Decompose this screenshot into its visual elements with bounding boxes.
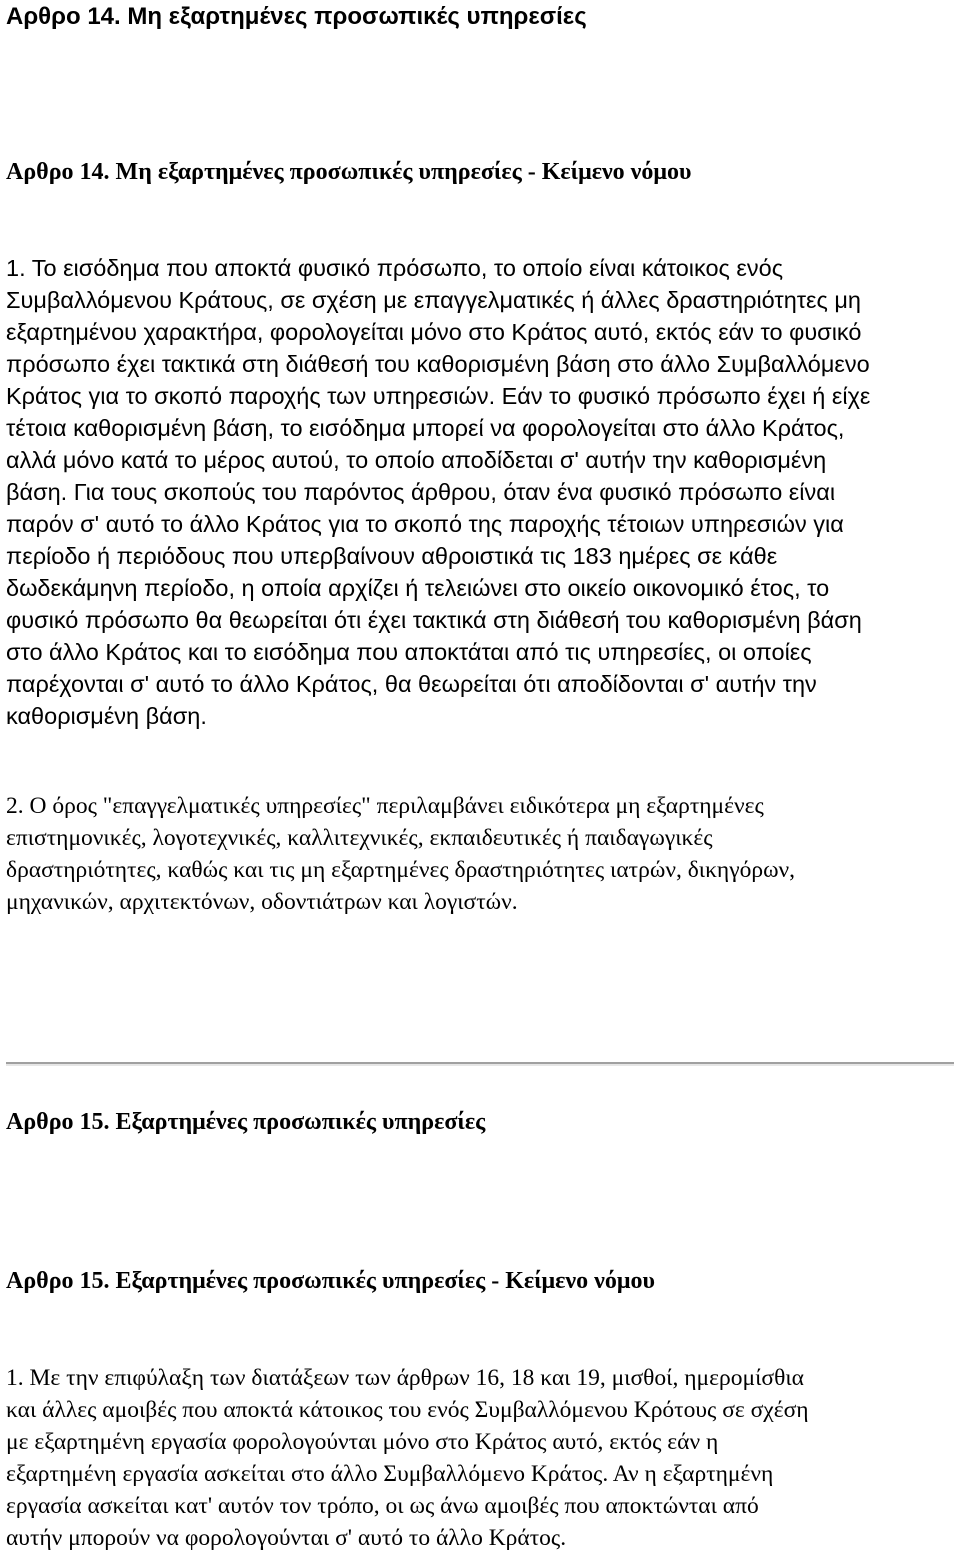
article-15-heading: Αρθρο 15. Εξαρτημένες προσωπικές υπηρεσίες - Κείμενο νόμου [6, 1268, 655, 1294]
text-line: Συμβαλλόμενου Κράτους, σε σχέση με επαγγελματικές ή άλλες δραστηριότητες μη [6, 287, 861, 313]
text-line: αυτήν μπορούν να φορολογούνται σ' αυτό το άλλο Κράτος. [6, 1525, 567, 1551]
article-14-paragraph-2 [6, 790, 954, 918]
text-line: δραστηριότητες, καθώς και τις μη εξαρτημένες δραστηριότητες ιατρών, δικηγόρων, [6, 857, 796, 883]
text-line: τέτοια καθορισμένη βάση, το εισόδημα μπορεί να φορολογείται στο άλλο Κράτος, [6, 415, 845, 441]
text-line: φυσικό πρόσωπο θα θεωρείται ότι έχει τακτικά στη διάθεσή του καθορισμένη βάση [6, 607, 862, 633]
text-line: 1. Με την επιφύλαξη των διατάξεων των άρθρων 16, 18 και 19, μισθοί, ημερομίσθια [6, 1365, 804, 1391]
article-14-heading: Αρθρο 14. Μη εξαρτημένες προσωπικές υπηρεσίες - Κείμενο νόμου [6, 159, 692, 185]
text-line: στο άλλο Κράτος και το εισόδημα που αποκτάται από τις υπηρεσίες, οι οποίες [6, 639, 812, 665]
text-line: εξαρτημένου χαρακτήρα, φορολογείται μόνο στο Κράτος αυτό, εκτός εάν το φυσικό [6, 319, 862, 345]
section-divider [6, 1062, 954, 1066]
text-line: 2. Ο όρος "επαγγελματικές υπηρεσίες" περιλαμβάνει ειδικότερα μη εξαρτημένες [6, 793, 764, 819]
text-line: μηχανικών, αρχιτεκτόνων, οδοντιάτρων και λογιστών. [6, 889, 518, 915]
text-line: 1. Το εισόδημα που αποκτά φυσικό πρόσωπο, το οποίο είναι κάτοικος ενός [6, 255, 784, 281]
text-line: περίοδο ή περιόδους που υπερβαίνουν αθροιστικά τις 183 ημέρες σε κάθε [6, 543, 778, 569]
text-line: αλλά μόνο κατά το μέρος αυτού, το οποίο αποδίδεται σ' αυτήν την καθορισμένη [6, 447, 827, 473]
article-14-paragraph-1 [6, 252, 954, 732]
article-15-paragraph-1 [6, 1362, 954, 1554]
page-title: Αρθρο 14. Μη εξαρτημένες προσωπικές υπηρεσίες [6, 3, 587, 30]
text-line: καθορισμένη βάση. [6, 703, 207, 729]
text-line: εξαρτημένη εργασία ασκείται στο άλλο Συμβαλλόμενο Κράτος. Αν η εξαρτημένη [6, 1461, 774, 1487]
text-line: πρόσωπο έχει τακτικά στη διάθεσή του καθορισμένη βάση στο άλλο Συμβαλλόμενο [6, 351, 870, 377]
text-line: και άλλες αμοιβές που αποκτά κάτοικος του ενός Συμβαλλόμενου Κρότους σε σχέση [6, 1397, 809, 1423]
text-line: παρέχονται σ' αυτό το άλλο Κράτος, θα θεωρείται ότι αποδίδονται σ' αυτήν την [6, 671, 817, 697]
text-line: Κράτος για το σκοπό παροχής των υπηρεσιών. Εάν το φυσικό πρόσωπο έχει ή είχε [6, 383, 871, 409]
text-line: βάση. Για τους σκοπούς του παρόντος άρθρου, όταν ένα φυσικό πρόσωπο είναι [6, 479, 836, 505]
text-line: με εξαρτημένη εργασία φορολογούνται μόνο στο Κράτος αυτό, εκτός εάν η [6, 1429, 719, 1455]
text-line: δωδεκάμηνη περίοδο, η οποία αρχίζει ή τελειώνει στο οικείο οικονομικό έτος, το [6, 575, 830, 601]
article-15-title: Αρθρο 15. Εξαρτημένες προσωπικές υπηρεσίες [6, 1109, 486, 1135]
text-line: παρόν σ' αυτό το άλλο Κράτος για το σκοπό της παροχής τέτοιων υπηρεσιών για [6, 511, 844, 537]
text-line: επιστημονικές, λογοτεχνικές, καλλιτεχνικές, εκπαιδευτικές ή παιδαγωγικές [6, 825, 713, 851]
text-line: εργασία ασκείται κατ' αυτόν τον τρόπο, οι ως άνω αμοιβές που αποκτώνται από [6, 1493, 759, 1519]
